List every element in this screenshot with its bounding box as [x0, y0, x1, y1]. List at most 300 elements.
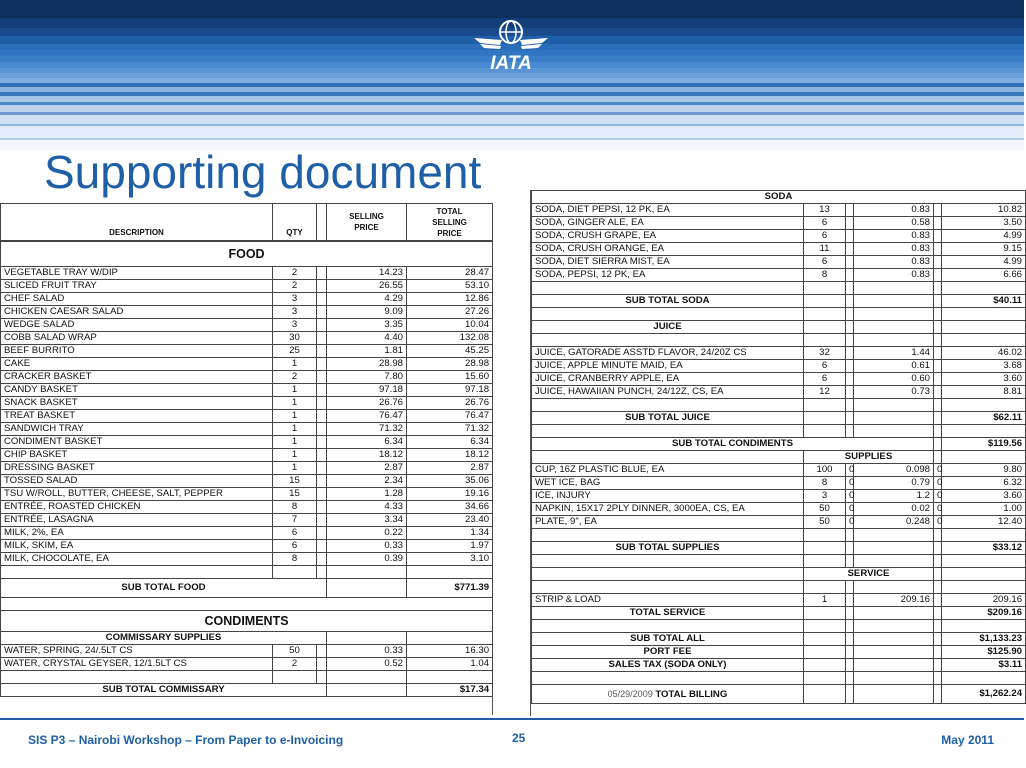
item-flag	[934, 594, 942, 607]
item-description: CAKE	[1, 358, 273, 371]
table-row	[532, 360, 1026, 373]
table-row	[1, 658, 493, 671]
item-flag	[934, 386, 942, 399]
item-flag	[934, 256, 942, 269]
item-price: 0.79	[854, 477, 934, 490]
table-row	[532, 503, 1026, 516]
item-total: 132.08	[407, 332, 493, 345]
item-price: 26.55	[327, 280, 407, 293]
item-qty: 6	[804, 373, 846, 386]
item-price: 9.09	[327, 306, 407, 319]
item-description: JUICE, CRANBERRY APPLE, EA	[532, 373, 804, 386]
table-row	[1, 514, 493, 527]
condiments-subtotal-label: SUB TOTAL CONDIMENTS	[532, 438, 934, 451]
soda-section-title: SODA	[532, 191, 1026, 204]
item-zero	[846, 204, 854, 217]
subtotal-all-value: $1,133.23	[942, 633, 1026, 646]
item-qty: 15	[273, 475, 317, 488]
table-row	[1, 319, 493, 332]
item-flag: 0	[934, 503, 942, 516]
table-row	[1, 423, 493, 436]
item-total: 34.66	[407, 501, 493, 514]
item-description: CHICKEN CAESAR SALAD	[1, 306, 273, 319]
item-description: SANDWICH TRAY	[1, 423, 273, 436]
spacer-cell	[317, 332, 327, 345]
item-description: SODA, CRUSH ORANGE, EA	[532, 243, 804, 256]
item-zero: 0	[846, 503, 854, 516]
item-qty: 1	[273, 423, 317, 436]
iata-logo	[466, 18, 556, 74]
item-qty: 1	[273, 384, 317, 397]
table-row	[532, 386, 1026, 399]
item-total: 3.60	[942, 373, 1026, 386]
spacer-cell	[317, 514, 327, 527]
item-total: 18.12	[407, 449, 493, 462]
spacer-cell	[317, 501, 327, 514]
item-price: 0.83	[854, 204, 934, 217]
header-total-selling-price: TOTAL SELLING PRICE	[407, 204, 493, 241]
item-total: 1.97	[407, 540, 493, 553]
spacer-cell	[317, 397, 327, 410]
item-total: 46.02	[942, 347, 1026, 360]
table-row	[1, 371, 493, 384]
item-price: 7.80	[327, 371, 407, 384]
item-qty: 2	[273, 371, 317, 384]
item-total: 4.99	[942, 230, 1026, 243]
item-description: MILK, 2%, EA	[1, 527, 273, 540]
item-zero	[846, 256, 854, 269]
item-qty: 3	[273, 293, 317, 306]
item-flag	[934, 243, 942, 256]
item-zero	[846, 217, 854, 230]
item-price: 2.87	[327, 462, 407, 475]
header-selling-price: SELLING PRICE	[327, 204, 407, 241]
item-description: CUP, 16Z PLASTIC BLUE, EA	[532, 464, 804, 477]
item-zero: 0	[846, 516, 854, 529]
item-qty: 2	[273, 280, 317, 293]
item-price: 0.83	[854, 230, 934, 243]
spacer-cell	[317, 540, 327, 553]
left-column-headers	[0, 203, 493, 241]
item-price: 6.34	[327, 436, 407, 449]
item-qty: 7	[273, 514, 317, 527]
commissary-subtotal-value: $17.34	[407, 684, 493, 697]
item-qty: 12	[804, 386, 846, 399]
item-description: SODA, PEPSI, 12 PK, EA	[532, 269, 804, 282]
table-row	[1, 462, 493, 475]
item-price: 209.16	[854, 594, 934, 607]
table-row	[532, 269, 1026, 282]
item-total: 9.80	[942, 464, 1026, 477]
item-qty: 50	[804, 516, 846, 529]
item-qty: 1	[273, 397, 317, 410]
item-total: 209.16	[942, 594, 1026, 607]
item-description: WATER, SPRING, 24/.5LT CS	[1, 645, 273, 658]
item-price: 3.35	[327, 319, 407, 332]
food-section-title: FOOD	[1, 242, 493, 267]
item-total: 71.32	[407, 423, 493, 436]
item-price: 0.83	[854, 256, 934, 269]
spacer-cell	[317, 267, 327, 280]
juice-subtotal-label: SUB TOTAL JUICE	[532, 412, 804, 425]
item-description: MILK, CHOCOLATE, EA	[1, 553, 273, 566]
item-price: 1.2	[854, 490, 934, 503]
item-description: TSU W/ROLL, BUTTER, CHEESE, SALT, PEPPER	[1, 488, 273, 501]
page-number: 25	[512, 731, 526, 745]
table-row	[532, 516, 1026, 529]
table-row	[532, 204, 1026, 217]
item-price: 71.32	[327, 423, 407, 436]
table-row	[532, 373, 1026, 386]
item-total: 8.81	[942, 386, 1026, 399]
table-row	[1, 449, 493, 462]
item-price: 0.22	[327, 527, 407, 540]
item-zero	[846, 386, 854, 399]
item-total: 16.30	[407, 645, 493, 658]
spacer-cell	[317, 293, 327, 306]
spacer-cell	[317, 345, 327, 358]
table-row	[1, 527, 493, 540]
item-qty: 1	[273, 462, 317, 475]
item-description: SODA, DIET PEPSI, 12 PK, EA	[532, 204, 804, 217]
total-billing-label: TOTAL BILLING	[655, 688, 728, 700]
item-price: 1.44	[854, 347, 934, 360]
table-row	[1, 540, 493, 553]
item-description: DRESSING BASKET	[1, 462, 273, 475]
item-price: 4.33	[327, 501, 407, 514]
sales-tax-label: SALES TAX (SODA ONLY)	[532, 659, 804, 672]
right-table	[531, 190, 1026, 704]
item-total: 23.40	[407, 514, 493, 527]
item-total: 27.26	[407, 306, 493, 319]
item-total: 28.47	[407, 267, 493, 280]
item-qty: 6	[804, 360, 846, 373]
spacer-cell	[317, 449, 327, 462]
item-total: 12.86	[407, 293, 493, 306]
item-qty: 8	[804, 477, 846, 490]
item-price: 14.23	[327, 267, 407, 280]
item-price: 1.28	[327, 488, 407, 501]
item-description: PLATE, 9", EA	[532, 516, 804, 529]
item-description: SODA, CRUSH GRAPE, EA	[532, 230, 804, 243]
item-total: 10.82	[942, 204, 1026, 217]
item-total: 1.34	[407, 527, 493, 540]
footer-date: May 2011	[941, 733, 994, 747]
item-total: 3.60	[942, 490, 1026, 503]
item-price: 0.098	[854, 464, 934, 477]
item-qty: 15	[273, 488, 317, 501]
supplies-section-title: SUPPLIES	[804, 451, 934, 464]
item-flag	[934, 269, 942, 282]
item-zero	[846, 230, 854, 243]
item-total: 15.60	[407, 371, 493, 384]
table-row	[532, 464, 1026, 477]
item-description: JUICE, GATORADE ASSTD FLAVOR, 24/20Z CS	[532, 347, 804, 360]
date-stamp: 05/29/2009	[607, 688, 653, 699]
item-total: 3.50	[942, 217, 1026, 230]
item-qty: 30	[273, 332, 317, 345]
item-qty: 2	[273, 658, 317, 671]
item-price: 2.34	[327, 475, 407, 488]
item-price: 26.76	[327, 397, 407, 410]
item-flag	[934, 230, 942, 243]
food-table	[0, 241, 493, 697]
item-description: CRACKER BASKET	[1, 371, 273, 384]
table-row	[532, 217, 1026, 230]
item-total: 6.32	[942, 477, 1026, 490]
item-total: 3.68	[942, 360, 1026, 373]
item-description: TOSSED SALAD	[1, 475, 273, 488]
table-row	[1, 358, 493, 371]
scanned-invoice-right	[530, 190, 1025, 716]
item-qty: 6	[804, 217, 846, 230]
item-description: BEEF BURRITO	[1, 345, 273, 358]
sales-tax-value: $3.11	[942, 659, 1026, 672]
item-qty: 8	[273, 501, 317, 514]
item-description: SODA, DIET SIERRA MIST, EA	[532, 256, 804, 269]
total-billing-value: $1,262.24	[942, 685, 1026, 704]
item-qty: 3	[273, 306, 317, 319]
item-price: 0.60	[854, 373, 934, 386]
table-row	[1, 488, 493, 501]
item-qty: 6	[273, 527, 317, 540]
item-flag	[934, 217, 942, 230]
item-flag	[934, 360, 942, 373]
table-row	[1, 293, 493, 306]
footer-workshop-title: SIS P3 – Nairobi Workshop – From Paper to e-Invoicing	[28, 733, 344, 747]
item-description: TREAT BASKET	[1, 410, 273, 423]
item-price: 0.83	[854, 269, 934, 282]
item-total: 28.98	[407, 358, 493, 371]
item-flag	[934, 373, 942, 386]
item-price: 0.39	[327, 553, 407, 566]
item-qty: 8	[273, 553, 317, 566]
item-zero	[846, 243, 854, 256]
item-total: 35.06	[407, 475, 493, 488]
table-row	[1, 436, 493, 449]
item-qty: 3	[273, 319, 317, 332]
item-total: 9.15	[942, 243, 1026, 256]
item-qty: 1	[273, 358, 317, 371]
spacer-cell	[317, 358, 327, 371]
supplies-subtotal-label: SUB TOTAL SUPPLIES	[532, 542, 804, 555]
soda-subtotal-value: $40.11	[942, 295, 1026, 308]
item-qty: 25	[273, 345, 317, 358]
port-fee-label: PORT FEE	[532, 646, 804, 659]
item-flag: 0	[934, 490, 942, 503]
item-total: 3.10	[407, 553, 493, 566]
food-subtotal-label: SUB TOTAL FOOD	[1, 579, 327, 598]
header-qty: QTY	[273, 204, 317, 241]
table-row	[532, 347, 1026, 360]
item-description: CHIP BASKET	[1, 449, 273, 462]
item-qty: 8	[804, 269, 846, 282]
item-price: 0.02	[854, 503, 934, 516]
item-qty: 11	[804, 243, 846, 256]
item-flag: 0	[934, 464, 942, 477]
item-price: 3.34	[327, 514, 407, 527]
item-description: WET ICE, BAG	[532, 477, 804, 490]
item-description: NAPKIN, 15X17 2PLY DINNER, 3000EA, CS, EA	[532, 503, 804, 516]
item-description: MILK, SKIM, EA	[1, 540, 273, 553]
table-row	[532, 243, 1026, 256]
item-description: ENTRÉE, ROASTED CHICKEN	[1, 501, 273, 514]
juice-subtotal-value: $62.11	[942, 412, 1026, 425]
spacer-cell	[317, 553, 327, 566]
header-description: DESCRIPTION	[1, 204, 273, 241]
item-description: WATER, CRYSTAL GEYSER, 12/1.5LT CS	[1, 658, 273, 671]
spacer-cell	[317, 462, 327, 475]
item-price: 0.58	[854, 217, 934, 230]
item-total: 4.99	[942, 256, 1026, 269]
item-zero	[846, 594, 854, 607]
item-total: 1.04	[407, 658, 493, 671]
supplies-subtotal-value: $33.12	[942, 542, 1026, 555]
item-qty: 100	[804, 464, 846, 477]
item-total: 97.18	[407, 384, 493, 397]
item-zero	[846, 347, 854, 360]
item-zero: 0	[846, 477, 854, 490]
spacer-cell	[317, 658, 327, 671]
slide-title: Supporting document	[44, 146, 482, 198]
item-price: 0.83	[854, 243, 934, 256]
commissary-subtotal-label: SUB TOTAL COMMISSARY	[1, 684, 327, 697]
spacer-cell	[317, 488, 327, 501]
table-row	[532, 490, 1026, 503]
item-description: COBB SALAD WRAP	[1, 332, 273, 345]
item-qty: 6	[273, 540, 317, 553]
item-total: 1.00	[942, 503, 1026, 516]
table-row	[1, 332, 493, 345]
table-row	[1, 410, 493, 423]
item-qty: 50	[804, 503, 846, 516]
item-zero: 0	[846, 464, 854, 477]
item-price: 4.40	[327, 332, 407, 345]
item-price: 0.52	[327, 658, 407, 671]
item-description: JUICE, HAWAIIAN PUNCH, 24/12Z, CS, EA	[532, 386, 804, 399]
table-row	[1, 345, 493, 358]
subtotal-all-label: SUB TOTAL ALL	[532, 633, 804, 646]
table-row	[1, 397, 493, 410]
spacer-cell	[317, 527, 327, 540]
item-description: SODA, GINGER ALE, EA	[532, 217, 804, 230]
condiments-section-title: CONDIMENTS	[1, 611, 493, 632]
footer-divider	[0, 718, 1024, 720]
item-price: 0.33	[327, 645, 407, 658]
item-description: VEGETABLE TRAY W/DIP	[1, 267, 273, 280]
table-row	[532, 230, 1026, 243]
service-section-title: SERVICE	[804, 568, 934, 581]
item-flag	[934, 204, 942, 217]
table-row	[1, 501, 493, 514]
item-qty: 1	[804, 594, 846, 607]
item-total: 45.25	[407, 345, 493, 358]
table-row	[1, 553, 493, 566]
item-total: 10.04	[407, 319, 493, 332]
table-row	[532, 594, 1026, 607]
spacer-cell	[317, 475, 327, 488]
item-price: 28.98	[327, 358, 407, 371]
item-price: 0.73	[854, 386, 934, 399]
item-zero: 0	[846, 490, 854, 503]
food-subtotal-value: $771.39	[407, 579, 493, 598]
item-price: 1.81	[327, 345, 407, 358]
header-banner	[0, 0, 1024, 150]
item-qty: 6	[804, 230, 846, 243]
item-zero	[846, 373, 854, 386]
item-price: 4.29	[327, 293, 407, 306]
item-qty: 6	[804, 256, 846, 269]
item-flag: 0	[934, 477, 942, 490]
item-price: 0.33	[327, 540, 407, 553]
item-qty: 1	[273, 449, 317, 462]
item-description: CHEF SALAD	[1, 293, 273, 306]
item-price: 97.18	[327, 384, 407, 397]
spacer-cell	[317, 410, 327, 423]
item-total: 76.47	[407, 410, 493, 423]
condiments-subtotal-value: $119.56	[942, 438, 1026, 451]
spacer-cell	[317, 423, 327, 436]
item-description: CANDY BASKET	[1, 384, 273, 397]
item-description: JUICE, APPLE MINUTE MAID, EA	[532, 360, 804, 373]
item-total: 53.10	[407, 280, 493, 293]
item-flag: 0	[934, 516, 942, 529]
spacer-cell	[317, 280, 327, 293]
item-description: WEDGE SALAD	[1, 319, 273, 332]
port-fee-value: $125.90	[942, 646, 1026, 659]
juice-section-title: JUICE	[532, 321, 804, 334]
item-qty: 2	[273, 267, 317, 280]
item-zero	[846, 360, 854, 373]
spacer-cell	[317, 371, 327, 384]
item-description: ENTRÉE, LASAGNA	[1, 514, 273, 527]
table-row	[1, 645, 493, 658]
item-price: 0.248	[854, 516, 934, 529]
item-description: CONDIMENT BASKET	[1, 436, 273, 449]
item-description: SLICED FRUIT TRAY	[1, 280, 273, 293]
item-description: SNACK BASKET	[1, 397, 273, 410]
item-price: 76.47	[327, 410, 407, 423]
total-service-label: TOTAL SERVICE	[532, 607, 804, 620]
spacer-cell	[317, 319, 327, 332]
item-total: 6.34	[407, 436, 493, 449]
table-row	[1, 384, 493, 397]
table-row	[1, 475, 493, 488]
item-price: 0.61	[854, 360, 934, 373]
item-price: 18.12	[327, 449, 407, 462]
item-qty: 1	[273, 436, 317, 449]
table-row	[532, 256, 1026, 269]
item-total: 12.40	[942, 516, 1026, 529]
item-qty: 32	[804, 347, 846, 360]
item-total: 6.66	[942, 269, 1026, 282]
logo-text: IATA	[490, 53, 532, 74]
item-qty: 50	[273, 645, 317, 658]
item-total: 26.76	[407, 397, 493, 410]
commissary-section-title: COMMISSARY SUPPLIES	[1, 632, 327, 645]
item-zero	[846, 269, 854, 282]
item-qty: 1	[273, 410, 317, 423]
total-service-value: $209.16	[942, 607, 1026, 620]
item-qty: 13	[804, 204, 846, 217]
spacer-cell	[317, 436, 327, 449]
item-total: 19.16	[407, 488, 493, 501]
spacer-cell	[317, 645, 327, 658]
scanned-invoice-left	[0, 203, 493, 715]
item-total: 2.87	[407, 462, 493, 475]
spacer-cell	[317, 306, 327, 319]
soda-subtotal-label: SUB TOTAL SODA	[532, 295, 804, 308]
